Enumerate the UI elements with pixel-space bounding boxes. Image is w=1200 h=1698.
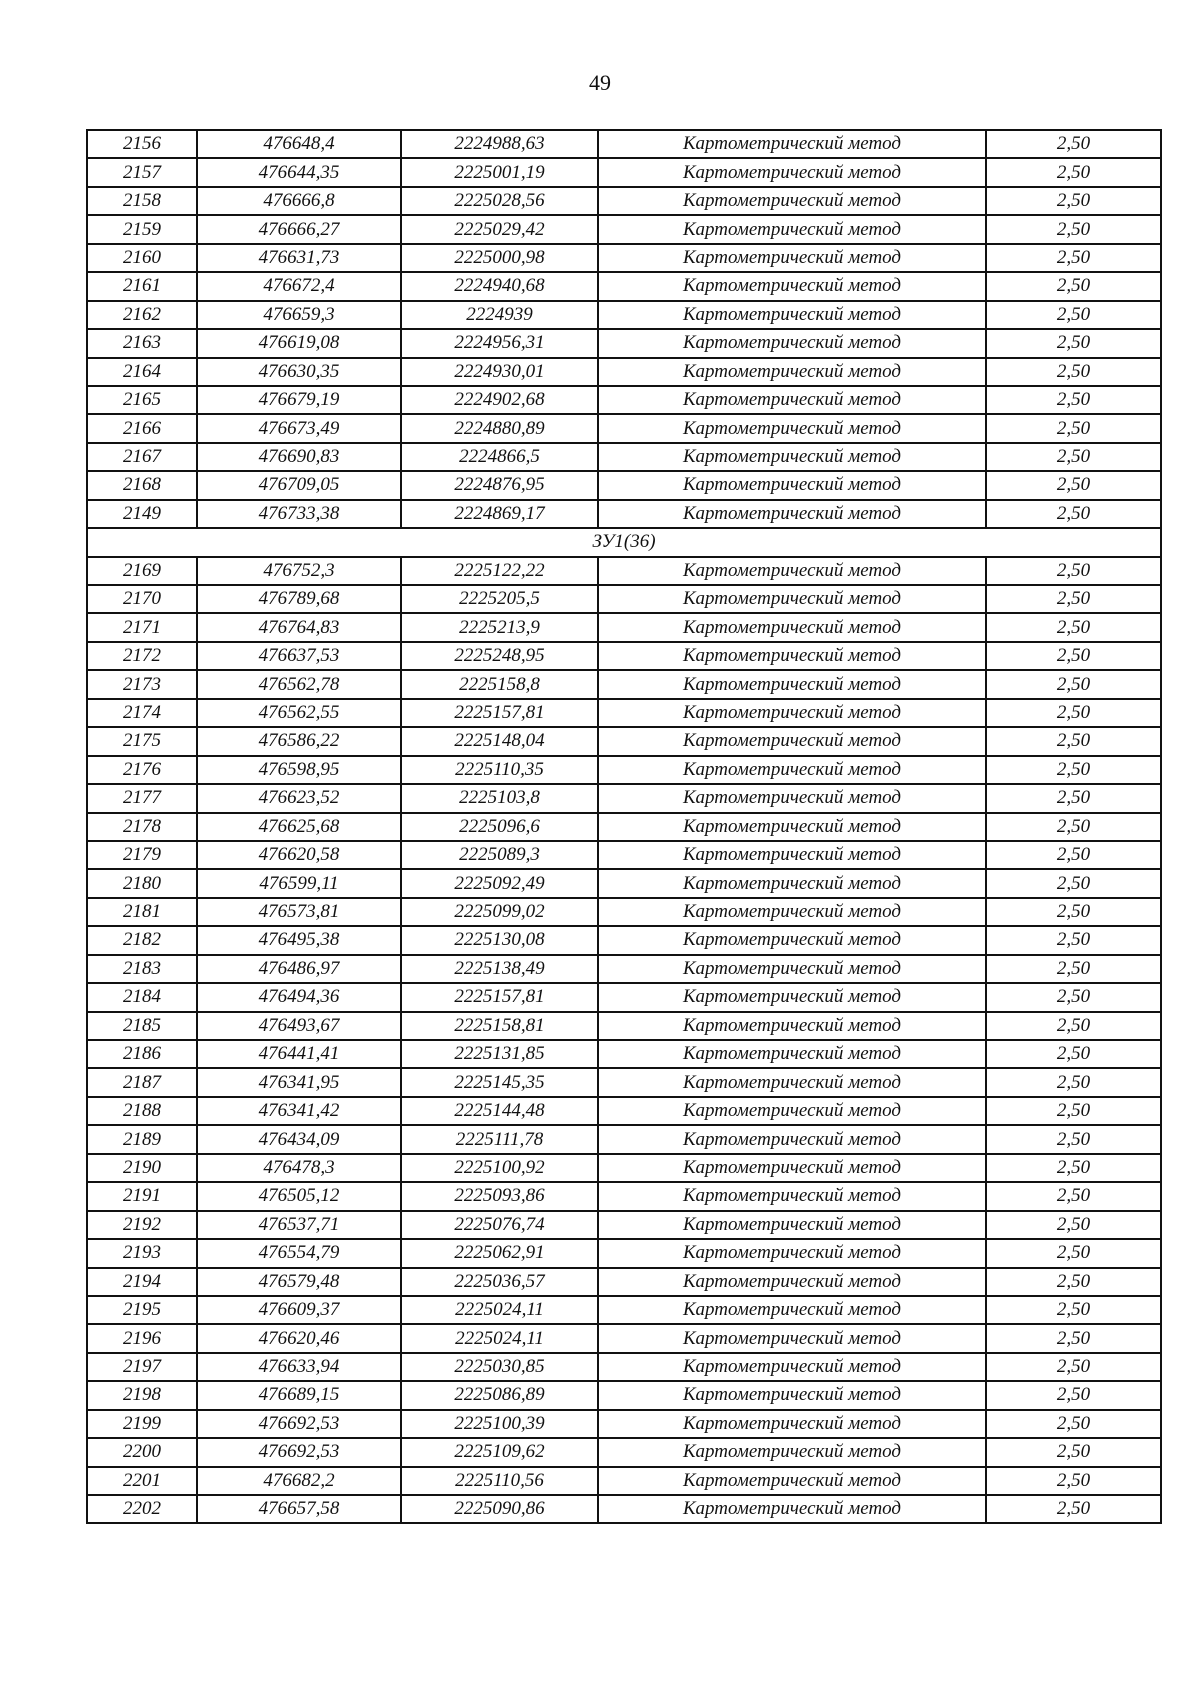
method-cell: Картометрический метод bbox=[598, 1040, 986, 1068]
y-coordinate-cell: 2225144,48 bbox=[401, 1097, 598, 1125]
table-row bbox=[87, 955, 1161, 983]
point-number-cell: 2157 bbox=[87, 158, 197, 186]
y-coordinate-cell: 2225110,35 bbox=[401, 756, 598, 784]
y-coordinate-cell: 2225028,56 bbox=[401, 187, 598, 215]
y-coordinate-cell: 2225086,89 bbox=[401, 1381, 598, 1409]
y-coordinate-cell: 2225099,02 bbox=[401, 898, 598, 926]
accuracy-cell: 2,50 bbox=[986, 272, 1161, 300]
y-coordinate-cell: 2225109,62 bbox=[401, 1438, 598, 1466]
accuracy-cell: 2,50 bbox=[986, 813, 1161, 841]
table-row bbox=[87, 386, 1161, 414]
method-cell: Картометрический метод bbox=[598, 727, 986, 755]
y-coordinate-cell: 2225076,74 bbox=[401, 1211, 598, 1239]
x-coordinate-cell: 476631,73 bbox=[197, 244, 401, 272]
table-row bbox=[87, 187, 1161, 215]
table-row bbox=[87, 699, 1161, 727]
table-row bbox=[87, 471, 1161, 499]
point-number-cell: 2163 bbox=[87, 329, 197, 357]
y-coordinate-cell: 2225090,86 bbox=[401, 1495, 598, 1523]
table-row bbox=[87, 670, 1161, 698]
point-number-cell: 2181 bbox=[87, 898, 197, 926]
table-row bbox=[87, 1239, 1161, 1267]
point-number-cell: 2166 bbox=[87, 414, 197, 442]
x-coordinate-cell: 476619,08 bbox=[197, 329, 401, 357]
method-cell: Картометрический метод bbox=[598, 1097, 986, 1125]
method-cell: Картометрический метод bbox=[598, 983, 986, 1011]
y-coordinate-cell: 2224939 bbox=[401, 301, 598, 329]
y-coordinate-cell: 2225110,56 bbox=[401, 1467, 598, 1495]
x-coordinate-cell: 476341,42 bbox=[197, 1097, 401, 1125]
accuracy-cell: 2,50 bbox=[986, 784, 1161, 812]
x-coordinate-cell: 476682,2 bbox=[197, 1467, 401, 1495]
table-row bbox=[87, 1467, 1161, 1495]
point-number-cell: 2196 bbox=[87, 1324, 197, 1352]
x-coordinate-cell: 476690,83 bbox=[197, 443, 401, 471]
table-row bbox=[87, 1438, 1161, 1466]
point-number-cell: 2168 bbox=[87, 471, 197, 499]
point-number-cell: 2194 bbox=[87, 1268, 197, 1296]
y-coordinate-cell: 2225122,22 bbox=[401, 557, 598, 585]
point-number-cell: 2186 bbox=[87, 1040, 197, 1068]
table-row bbox=[87, 1211, 1161, 1239]
y-coordinate-cell: 2224866,5 bbox=[401, 443, 598, 471]
table-row bbox=[87, 1296, 1161, 1324]
y-coordinate-cell: 2224940,68 bbox=[401, 272, 598, 300]
table-row bbox=[87, 358, 1161, 386]
table-row bbox=[87, 585, 1161, 613]
table-row bbox=[87, 898, 1161, 926]
accuracy-cell: 2,50 bbox=[986, 699, 1161, 727]
y-coordinate-cell: 2225029,42 bbox=[401, 215, 598, 243]
accuracy-cell: 2,50 bbox=[986, 386, 1161, 414]
y-coordinate-cell: 2225030,85 bbox=[401, 1353, 598, 1381]
x-coordinate-cell: 476494,36 bbox=[197, 983, 401, 1011]
method-cell: Картометрический метод bbox=[598, 414, 986, 442]
accuracy-cell: 2,50 bbox=[986, 841, 1161, 869]
point-number-cell: 2173 bbox=[87, 670, 197, 698]
table-row bbox=[87, 1410, 1161, 1438]
y-coordinate-cell: 2225024,11 bbox=[401, 1296, 598, 1324]
accuracy-cell: 2,50 bbox=[986, 1012, 1161, 1040]
x-coordinate-cell: 476637,53 bbox=[197, 642, 401, 670]
x-coordinate-cell: 476620,46 bbox=[197, 1324, 401, 1352]
table-row bbox=[87, 869, 1161, 897]
point-number-cell: 2175 bbox=[87, 727, 197, 755]
x-coordinate-cell: 476495,38 bbox=[197, 926, 401, 954]
method-cell: Картометрический метод bbox=[598, 1467, 986, 1495]
x-coordinate-cell: 476486,97 bbox=[197, 955, 401, 983]
table-row bbox=[87, 500, 1161, 528]
y-coordinate-cell: 2224930,01 bbox=[401, 358, 598, 386]
accuracy-cell: 2,50 bbox=[986, 926, 1161, 954]
point-number-cell: 2201 bbox=[87, 1467, 197, 1495]
method-cell: Картометрический метод bbox=[598, 642, 986, 670]
accuracy-cell: 2,50 bbox=[986, 1495, 1161, 1523]
table-row bbox=[87, 329, 1161, 357]
table-row bbox=[87, 215, 1161, 243]
y-coordinate-cell: 2225130,08 bbox=[401, 926, 598, 954]
point-number-cell: 2161 bbox=[87, 272, 197, 300]
point-number-cell: 2197 bbox=[87, 1353, 197, 1381]
table-row bbox=[87, 813, 1161, 841]
point-number-cell: 2179 bbox=[87, 841, 197, 869]
accuracy-cell: 2,50 bbox=[986, 955, 1161, 983]
x-coordinate-cell: 476709,05 bbox=[197, 471, 401, 499]
y-coordinate-cell: 2225157,81 bbox=[401, 699, 598, 727]
x-coordinate-cell: 476630,35 bbox=[197, 358, 401, 386]
x-coordinate-cell: 476764,83 bbox=[197, 613, 401, 641]
x-coordinate-cell: 476434,09 bbox=[197, 1125, 401, 1153]
table-row bbox=[87, 244, 1161, 272]
method-cell: Картометрический метод bbox=[598, 244, 986, 272]
accuracy-cell: 2,50 bbox=[986, 557, 1161, 585]
x-coordinate-cell: 476620,58 bbox=[197, 841, 401, 869]
y-coordinate-cell: 2225062,91 bbox=[401, 1239, 598, 1267]
accuracy-cell: 2,50 bbox=[986, 329, 1161, 357]
x-coordinate-cell: 476579,48 bbox=[197, 1268, 401, 1296]
method-cell: Картометрический метод bbox=[598, 670, 986, 698]
table-row bbox=[87, 414, 1161, 442]
accuracy-cell: 2,50 bbox=[986, 983, 1161, 1011]
table-row bbox=[87, 443, 1161, 471]
x-coordinate-cell: 476441,41 bbox=[197, 1040, 401, 1068]
method-cell: Картометрический метод bbox=[598, 386, 986, 414]
table-row bbox=[87, 983, 1161, 1011]
y-coordinate-cell: 2224880,89 bbox=[401, 414, 598, 442]
x-coordinate-cell: 476623,52 bbox=[197, 784, 401, 812]
accuracy-cell: 2,50 bbox=[986, 244, 1161, 272]
method-cell: Картометрический метод bbox=[598, 1438, 986, 1466]
y-coordinate-cell: 2225092,49 bbox=[401, 869, 598, 897]
y-coordinate-cell: 2225096,6 bbox=[401, 813, 598, 841]
point-number-cell: 2160 bbox=[87, 244, 197, 272]
x-coordinate-cell: 476692,53 bbox=[197, 1410, 401, 1438]
point-number-cell: 2149 bbox=[87, 500, 197, 528]
x-coordinate-cell: 476648,4 bbox=[197, 130, 401, 158]
y-coordinate-cell: 2225248,95 bbox=[401, 642, 598, 670]
point-number-cell: 2162 bbox=[87, 301, 197, 329]
method-cell: Картометрический метод bbox=[598, 1154, 986, 1182]
y-coordinate-cell: 2225158,8 bbox=[401, 670, 598, 698]
accuracy-cell: 2,50 bbox=[986, 443, 1161, 471]
accuracy-cell: 2,50 bbox=[986, 414, 1161, 442]
method-cell: Картометрический метод bbox=[598, 1353, 986, 1381]
y-coordinate-cell: 2225213,9 bbox=[401, 613, 598, 641]
y-coordinate-cell: 2224876,95 bbox=[401, 471, 598, 499]
table-row bbox=[87, 784, 1161, 812]
accuracy-cell: 2,50 bbox=[986, 1239, 1161, 1267]
x-coordinate-cell: 476573,81 bbox=[197, 898, 401, 926]
point-number-cell: 2188 bbox=[87, 1097, 197, 1125]
point-number-cell: 2171 bbox=[87, 613, 197, 641]
point-number-cell: 2195 bbox=[87, 1296, 197, 1324]
table-row bbox=[87, 272, 1161, 300]
point-number-cell: 2202 bbox=[87, 1495, 197, 1523]
y-coordinate-cell: 2225111,78 bbox=[401, 1125, 598, 1153]
accuracy-cell: 2,50 bbox=[986, 756, 1161, 784]
point-number-cell: 2180 bbox=[87, 869, 197, 897]
table-row bbox=[87, 158, 1161, 186]
x-coordinate-cell: 476644,35 bbox=[197, 158, 401, 186]
y-coordinate-cell: 2225157,81 bbox=[401, 983, 598, 1011]
method-cell: Картометрический метод bbox=[598, 1012, 986, 1040]
y-coordinate-cell: 2225148,04 bbox=[401, 727, 598, 755]
method-cell: Картометрический метод bbox=[598, 471, 986, 499]
table-row bbox=[87, 613, 1161, 641]
y-coordinate-cell: 2224988,63 bbox=[401, 130, 598, 158]
method-cell: Картометрический метод bbox=[598, 301, 986, 329]
coordinates-table-body bbox=[87, 130, 1161, 1523]
x-coordinate-cell: 476537,71 bbox=[197, 1211, 401, 1239]
y-coordinate-cell: 2225103,8 bbox=[401, 784, 598, 812]
table-row bbox=[87, 1068, 1161, 1096]
method-cell: Картометрический метод bbox=[598, 358, 986, 386]
x-coordinate-cell: 476625,68 bbox=[197, 813, 401, 841]
accuracy-cell: 2,50 bbox=[986, 613, 1161, 641]
point-number-cell: 2170 bbox=[87, 585, 197, 613]
point-number-cell: 2182 bbox=[87, 926, 197, 954]
point-number-cell: 2189 bbox=[87, 1125, 197, 1153]
point-number-cell: 2200 bbox=[87, 1438, 197, 1466]
method-cell: Картометрический метод bbox=[598, 557, 986, 585]
accuracy-cell: 2,50 bbox=[986, 1410, 1161, 1438]
y-coordinate-cell: 2224902,68 bbox=[401, 386, 598, 414]
accuracy-cell: 2,50 bbox=[986, 1125, 1161, 1153]
accuracy-cell: 2,50 bbox=[986, 670, 1161, 698]
y-coordinate-cell: 2225093,86 bbox=[401, 1182, 598, 1210]
section-label: ЗУ1(36) bbox=[87, 528, 1161, 556]
method-cell: Картометрический метод bbox=[598, 158, 986, 186]
y-coordinate-cell: 2225036,57 bbox=[401, 1268, 598, 1296]
method-cell: Картометрический метод bbox=[598, 500, 986, 528]
accuracy-cell: 2,50 bbox=[986, 1097, 1161, 1125]
accuracy-cell: 2,50 bbox=[986, 869, 1161, 897]
accuracy-cell: 2,50 bbox=[986, 1296, 1161, 1324]
accuracy-cell: 2,50 bbox=[986, 585, 1161, 613]
point-number-cell: 2191 bbox=[87, 1182, 197, 1210]
accuracy-cell: 2,50 bbox=[986, 1381, 1161, 1409]
table-row bbox=[87, 1040, 1161, 1068]
method-cell: Картометрический метод bbox=[598, 443, 986, 471]
x-coordinate-cell: 476672,4 bbox=[197, 272, 401, 300]
accuracy-cell: 2,50 bbox=[986, 500, 1161, 528]
accuracy-cell: 2,50 bbox=[986, 1438, 1161, 1466]
x-coordinate-cell: 476586,22 bbox=[197, 727, 401, 755]
accuracy-cell: 2,50 bbox=[986, 1040, 1161, 1068]
method-cell: Картометрический метод bbox=[598, 955, 986, 983]
method-cell: Картометрический метод bbox=[598, 1381, 986, 1409]
x-coordinate-cell: 476666,27 bbox=[197, 215, 401, 243]
table-row bbox=[87, 1154, 1161, 1182]
y-coordinate-cell: 2225024,11 bbox=[401, 1324, 598, 1352]
x-coordinate-cell: 476554,79 bbox=[197, 1239, 401, 1267]
accuracy-cell: 2,50 bbox=[986, 130, 1161, 158]
y-coordinate-cell: 2224869,17 bbox=[401, 500, 598, 528]
accuracy-cell: 2,50 bbox=[986, 471, 1161, 499]
method-cell: Картометрический метод bbox=[598, 1182, 986, 1210]
x-coordinate-cell: 476692,53 bbox=[197, 1438, 401, 1466]
table-row bbox=[87, 1381, 1161, 1409]
point-number-cell: 2177 bbox=[87, 784, 197, 812]
point-number-cell: 2184 bbox=[87, 983, 197, 1011]
method-cell: Картометрический метод bbox=[598, 926, 986, 954]
x-coordinate-cell: 476679,19 bbox=[197, 386, 401, 414]
method-cell: Картометрический метод bbox=[598, 1211, 986, 1239]
y-coordinate-cell: 2225089,3 bbox=[401, 841, 598, 869]
point-number-cell: 2192 bbox=[87, 1211, 197, 1239]
accuracy-cell: 2,50 bbox=[986, 1211, 1161, 1239]
point-number-cell: 2159 bbox=[87, 215, 197, 243]
method-cell: Картометрический метод bbox=[598, 130, 986, 158]
method-cell: Картометрический метод bbox=[598, 272, 986, 300]
x-coordinate-cell: 476659,3 bbox=[197, 301, 401, 329]
accuracy-cell: 2,50 bbox=[986, 727, 1161, 755]
point-number-cell: 2164 bbox=[87, 358, 197, 386]
method-cell: Картометрический метод bbox=[598, 898, 986, 926]
y-coordinate-cell: 2224956,31 bbox=[401, 329, 598, 357]
table-row bbox=[87, 756, 1161, 784]
point-number-cell: 2169 bbox=[87, 557, 197, 585]
table-row bbox=[87, 1182, 1161, 1210]
table-row bbox=[87, 1125, 1161, 1153]
x-coordinate-cell: 476341,95 bbox=[197, 1068, 401, 1096]
y-coordinate-cell: 2225131,85 bbox=[401, 1040, 598, 1068]
method-cell: Картометрический метод bbox=[598, 1296, 986, 1324]
x-coordinate-cell: 476505,12 bbox=[197, 1182, 401, 1210]
method-cell: Картометрический метод bbox=[598, 699, 986, 727]
x-coordinate-cell: 476599,11 bbox=[197, 869, 401, 897]
point-number-cell: 2187 bbox=[87, 1068, 197, 1096]
point-number-cell: 2190 bbox=[87, 1154, 197, 1182]
x-coordinate-cell: 476493,67 bbox=[197, 1012, 401, 1040]
y-coordinate-cell: 2225158,81 bbox=[401, 1012, 598, 1040]
method-cell: Картометрический метод bbox=[598, 187, 986, 215]
method-cell: Картометрический метод bbox=[598, 1410, 986, 1438]
point-number-cell: 2185 bbox=[87, 1012, 197, 1040]
table-row bbox=[87, 1097, 1161, 1125]
accuracy-cell: 2,50 bbox=[986, 1268, 1161, 1296]
method-cell: Картометрический метод bbox=[598, 1068, 986, 1096]
method-cell: Картометрический метод bbox=[598, 784, 986, 812]
table-row bbox=[87, 301, 1161, 329]
table-row bbox=[87, 1324, 1161, 1352]
table-row bbox=[87, 642, 1161, 670]
x-coordinate-cell: 476673,49 bbox=[197, 414, 401, 442]
point-number-cell: 2176 bbox=[87, 756, 197, 784]
accuracy-cell: 2,50 bbox=[986, 642, 1161, 670]
x-coordinate-cell: 476666,8 bbox=[197, 187, 401, 215]
method-cell: Картометрический метод bbox=[598, 329, 986, 357]
page-number: 49 bbox=[589, 70, 611, 95]
accuracy-cell: 2,50 bbox=[986, 1182, 1161, 1210]
method-cell: Картометрический метод bbox=[598, 1239, 986, 1267]
y-coordinate-cell: 2225100,39 bbox=[401, 1410, 598, 1438]
x-coordinate-cell: 476562,55 bbox=[197, 699, 401, 727]
table-row bbox=[87, 926, 1161, 954]
point-number-cell: 2158 bbox=[87, 187, 197, 215]
point-number-cell: 2167 bbox=[87, 443, 197, 471]
point-number-cell: 2174 bbox=[87, 699, 197, 727]
method-cell: Картометрический метод bbox=[598, 1268, 986, 1296]
x-coordinate-cell: 476689,15 bbox=[197, 1381, 401, 1409]
method-cell: Картометрический метод bbox=[598, 813, 986, 841]
point-number-cell: 2156 bbox=[87, 130, 197, 158]
table-row bbox=[87, 557, 1161, 585]
y-coordinate-cell: 2225100,92 bbox=[401, 1154, 598, 1182]
y-coordinate-cell: 2225000,98 bbox=[401, 244, 598, 272]
y-coordinate-cell: 2225138,49 bbox=[401, 955, 598, 983]
point-number-cell: 2178 bbox=[87, 813, 197, 841]
section-row bbox=[87, 528, 1161, 556]
accuracy-cell: 2,50 bbox=[986, 358, 1161, 386]
x-coordinate-cell: 476789,68 bbox=[197, 585, 401, 613]
point-number-cell: 2165 bbox=[87, 386, 197, 414]
x-coordinate-cell: 476633,94 bbox=[197, 1353, 401, 1381]
table-row bbox=[87, 1495, 1161, 1523]
x-coordinate-cell: 476598,95 bbox=[197, 756, 401, 784]
accuracy-cell: 2,50 bbox=[986, 158, 1161, 186]
method-cell: Картометрический метод bbox=[598, 756, 986, 784]
x-coordinate-cell: 476478,3 bbox=[197, 1154, 401, 1182]
x-coordinate-cell: 476609,37 bbox=[197, 1296, 401, 1324]
x-coordinate-cell: 476657,58 bbox=[197, 1495, 401, 1523]
method-cell: Картометрический метод bbox=[598, 841, 986, 869]
table-row bbox=[87, 1268, 1161, 1296]
table-row bbox=[87, 1012, 1161, 1040]
x-coordinate-cell: 476562,78 bbox=[197, 670, 401, 698]
y-coordinate-cell: 2225145,35 bbox=[401, 1068, 598, 1096]
point-number-cell: 2193 bbox=[87, 1239, 197, 1267]
accuracy-cell: 2,50 bbox=[986, 187, 1161, 215]
accuracy-cell: 2,50 bbox=[986, 215, 1161, 243]
method-cell: Картометрический метод bbox=[598, 215, 986, 243]
method-cell: Картометрический метод bbox=[598, 869, 986, 897]
method-cell: Картометрический метод bbox=[598, 1324, 986, 1352]
accuracy-cell: 2,50 bbox=[986, 1324, 1161, 1352]
accuracy-cell: 2,50 bbox=[986, 301, 1161, 329]
x-coordinate-cell: 476733,38 bbox=[197, 500, 401, 528]
table-row bbox=[87, 1353, 1161, 1381]
y-coordinate-cell: 2225001,19 bbox=[401, 158, 598, 186]
accuracy-cell: 2,50 bbox=[986, 1353, 1161, 1381]
table-row bbox=[87, 841, 1161, 869]
point-number-cell: 2199 bbox=[87, 1410, 197, 1438]
point-number-cell: 2172 bbox=[87, 642, 197, 670]
accuracy-cell: 2,50 bbox=[986, 1154, 1161, 1182]
coordinates-table bbox=[86, 129, 1162, 1524]
method-cell: Картометрический метод bbox=[598, 613, 986, 641]
point-number-cell: 2183 bbox=[87, 955, 197, 983]
table-row bbox=[87, 130, 1161, 158]
accuracy-cell: 2,50 bbox=[986, 1467, 1161, 1495]
x-coordinate-cell: 476752,3 bbox=[197, 557, 401, 585]
y-coordinate-cell: 2225205,5 bbox=[401, 585, 598, 613]
accuracy-cell: 2,50 bbox=[986, 1068, 1161, 1096]
method-cell: Картометрический метод bbox=[598, 585, 986, 613]
accuracy-cell: 2,50 bbox=[986, 898, 1161, 926]
method-cell: Картометрический метод bbox=[598, 1125, 986, 1153]
method-cell: Картометрический метод bbox=[598, 1495, 986, 1523]
table-row bbox=[87, 727, 1161, 755]
point-number-cell: 2198 bbox=[87, 1381, 197, 1409]
